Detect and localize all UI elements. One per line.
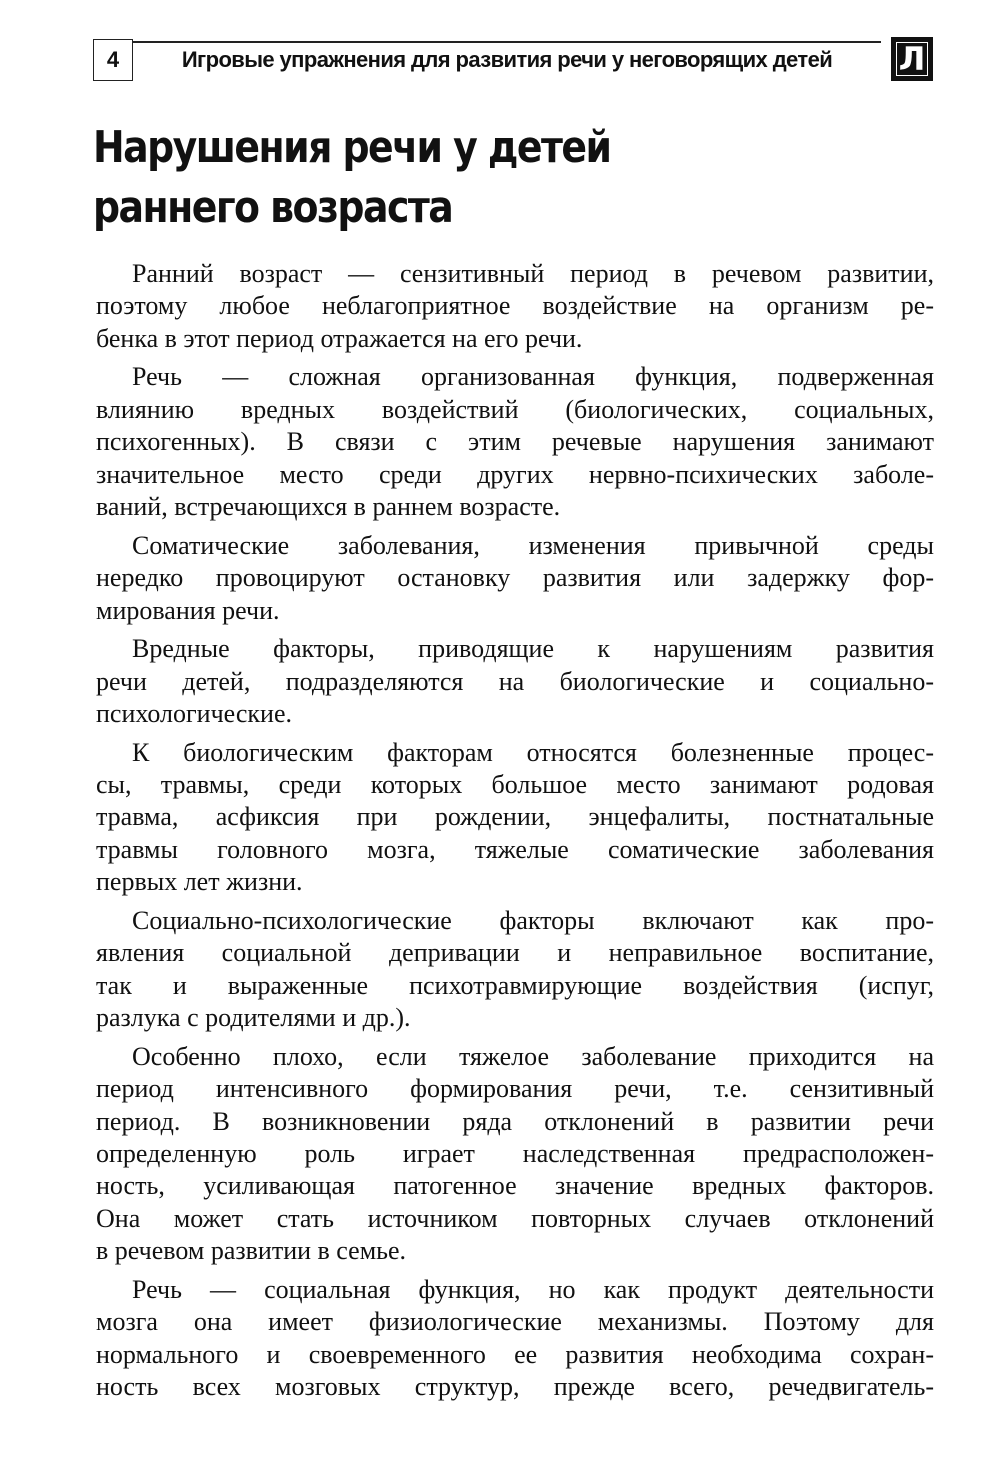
paragraph-line: Социально-психологические факторы включают как про- xyxy=(132,905,934,935)
paragraph-line: в речевом развитии в семье. xyxy=(96,1236,407,1266)
paragraph xyxy=(96,1274,934,1404)
paragraph xyxy=(96,905,934,1035)
chapter-heading-line-1: Нарушения речи у детей xyxy=(93,122,611,173)
paragraph-line: разлука с родителями и др.). xyxy=(96,1003,411,1033)
paragraph-line: значительное место среди других нервно-психических заболе- xyxy=(96,459,934,489)
body-text xyxy=(96,258,934,1410)
paragraph xyxy=(96,633,934,730)
paragraph-line: бенка в этот период отражается на его речи. xyxy=(96,323,583,353)
paragraph-line: Речь — социальная функция, но как продукт деятельности xyxy=(132,1274,934,1304)
paragraph-line: явления социальной депривации и неправильное воспитание, xyxy=(96,938,934,968)
paragraph-line: сы, травмы, среди которых большое место занимают родовая xyxy=(96,770,934,800)
paragraph-line: так и выраженные психотравмирующие воздействия (испуг, xyxy=(96,970,934,1000)
paragraph-line: Особенно плохо, если тяжелое заболевание приходится на xyxy=(132,1041,934,1071)
paragraph-line: психогенных). В связи с этим речевые нарушения занимают xyxy=(96,427,934,457)
paragraph xyxy=(96,258,934,355)
chapter-heading xyxy=(93,118,798,238)
paragraph-line: поэтому любое неблагоприятное воздействие на организм ре- xyxy=(96,291,934,321)
paragraph-line: ваний, встречающихся в раннем возрасте. xyxy=(96,492,561,522)
paragraph-line: период. В возникновении ряда отклонений в развитии речи xyxy=(96,1106,934,1136)
paragraph-line: определенную роль играет наследственная предрасположен- xyxy=(96,1138,934,1168)
paragraph xyxy=(96,530,934,627)
paragraph xyxy=(96,361,934,523)
paragraph-line: влиянию вредных воздействий (биологических, социальных, xyxy=(96,394,934,424)
paragraph-line: нередко провоцируют остановку развития или задержку фор- xyxy=(96,563,934,593)
publisher-logo-icon xyxy=(891,37,933,81)
paragraph-line: К биологическим факторам относятся болезненные процес- xyxy=(132,737,934,767)
paragraph xyxy=(96,1041,934,1268)
paragraph-line: Вредные факторы, приводящие к нарушениям развития xyxy=(132,634,934,664)
paragraph xyxy=(96,737,934,899)
logo-letter: Л xyxy=(898,40,926,78)
running-header xyxy=(93,37,933,83)
paragraph-line: Ранний возраст — сензитивный период в речевом развитии, xyxy=(132,259,934,288)
paragraph-line: первых лет жизни. xyxy=(96,867,303,897)
paragraph-line: нормального и своевременного ее развития необходима сохран- xyxy=(96,1339,934,1369)
paragraph-line: ность, усиливающая патогенное значение вредных факторов. xyxy=(96,1171,934,1201)
paragraph-line: Она может стать источником повторных случаев отклонений xyxy=(96,1203,934,1233)
paragraph-line: травма, асфиксия при рождении, энцефалиты, постнатальные xyxy=(96,802,934,832)
running-title: Игровые упражнения для развития речи у неговорящих детей xyxy=(181,47,833,72)
paragraph-line: речи детей, подразделяются на биологические и социально- xyxy=(96,666,934,696)
paragraph-line: мирования речи. xyxy=(96,595,280,625)
paragraph-line: Речь — сложная организованная функция, подверженная xyxy=(132,362,934,392)
paragraph-line: период интенсивного формирования речи, т.е. сензитивный xyxy=(96,1074,934,1104)
paragraph-line: Соматические заболевания, изменения привычной среды xyxy=(132,530,934,560)
paragraph-line: ность всех мозговых структур, прежде всего, речедвигатель- xyxy=(96,1371,934,1401)
paragraph-line: мозга она имеет физиологические механизмы. Поэтому для xyxy=(96,1307,934,1337)
paragraph-line: травмы головного мозга, тяжелые соматические заболевания xyxy=(96,834,934,864)
page-number: 4 xyxy=(93,39,133,81)
paragraph-line: психологические. xyxy=(96,698,292,728)
chapter-heading-line-2: раннего возраста xyxy=(93,182,453,233)
